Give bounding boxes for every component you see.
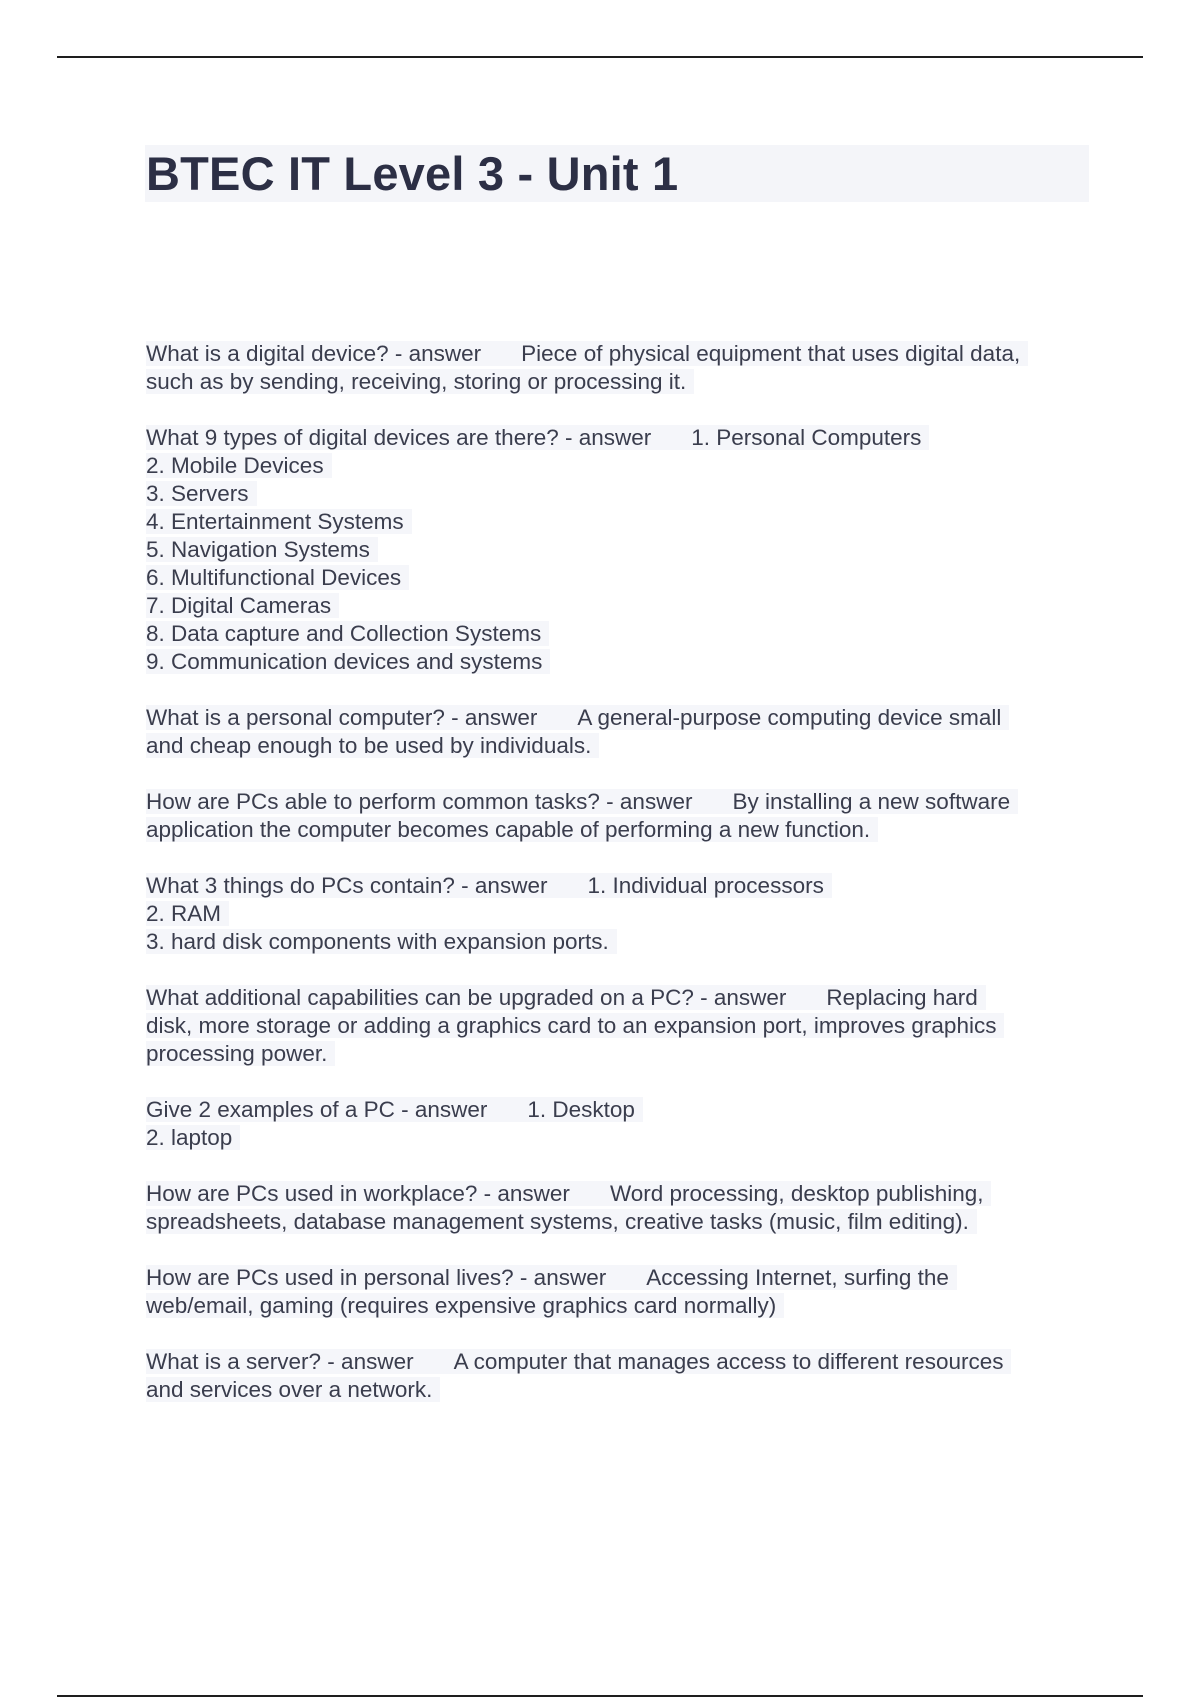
question-text: How are PCs used in workplace? - answer xyxy=(146,1181,570,1206)
answer-text: Word processing, desktop publishing, xyxy=(609,1181,984,1206)
answer-continuation: 8. Data capture and Collection Systems xyxy=(146,621,549,646)
answer-continuation: 2. Mobile Devices xyxy=(146,453,332,478)
qa-item xyxy=(146,872,1096,956)
question-text: How are PCs used in personal lives? - answer xyxy=(146,1265,607,1290)
header-rule xyxy=(57,56,1143,58)
answer-continuation: 3. Servers xyxy=(146,481,257,506)
qa-item xyxy=(146,340,1096,396)
qa-item xyxy=(146,1180,1096,1236)
question-text: What 9 types of digital devices are there? - answer xyxy=(146,425,652,450)
answer-continuation: and cheap enough to be used by individuals. xyxy=(146,733,599,758)
answer-continuation: 2. RAM xyxy=(146,901,229,926)
qa-item xyxy=(146,1264,1096,1320)
page-title: BTEC IT Level 3 - Unit 1 xyxy=(146,147,679,200)
footer-rule xyxy=(57,1695,1143,1697)
answer-continuation: disk, more storage or adding a graphics card to an expansion port, improves graphics xyxy=(146,1013,1004,1038)
question-text: What is a server? - answer xyxy=(146,1349,414,1374)
answer-continuation: 9. Communication devices and systems xyxy=(146,649,550,674)
question-text: Give 2 examples of a PC - answer xyxy=(146,1097,488,1122)
answer-text: 1. Personal Computers xyxy=(691,425,922,450)
question-text: What 3 things do PCs contain? - answer xyxy=(146,873,548,898)
question-text: What additional capabilities can be upgraded on a PC? - answer xyxy=(146,985,787,1010)
qa-item xyxy=(146,1348,1096,1404)
answer-continuation: 4. Entertainment Systems xyxy=(146,509,412,534)
answer-continuation: spreadsheets, database management systems, creative tasks (music, film editing). xyxy=(146,1209,977,1234)
qa-item xyxy=(146,704,1096,760)
answer-text: A general-purpose computing device small xyxy=(577,705,1002,730)
question-text: How are PCs able to perform common tasks? - answer xyxy=(146,789,693,814)
answer-text: Accessing Internet, surfing the xyxy=(646,1265,949,1290)
qa-item xyxy=(146,984,1096,1068)
question-text: What is a personal computer? - answer xyxy=(146,705,538,730)
answer-continuation: 5. Navigation Systems xyxy=(146,537,378,562)
qa-item xyxy=(146,788,1096,844)
answer-text: Piece of physical equipment that uses digital data, xyxy=(521,341,1021,366)
answer-text: 1. Individual processors xyxy=(587,873,824,898)
answer-continuation: web/email, gaming (requires expensive graphics card normally) xyxy=(146,1293,784,1318)
answer-continuation: 6. Multifunctional Devices xyxy=(146,565,409,590)
qa-item xyxy=(146,424,1096,676)
answer-text: A computer that manages access to different resources xyxy=(453,1349,1004,1374)
answer-text: 1. Desktop xyxy=(527,1097,635,1122)
answer-continuation: application the computer becomes capable of performing a new function. xyxy=(146,817,878,842)
answer-continuation: 7. Digital Cameras xyxy=(146,593,339,618)
answer-continuation: and services over a network. xyxy=(146,1377,440,1402)
qa-item xyxy=(146,1096,1096,1152)
question-text: What is a digital device? - answer xyxy=(146,341,482,366)
answer-text: Replacing hard xyxy=(826,985,978,1010)
answer-continuation: 3. hard disk components with expansion ports. xyxy=(146,929,617,954)
qa-list xyxy=(146,340,1096,1432)
answer-continuation: 2. laptop xyxy=(146,1125,240,1150)
answer-continuation: processing power. xyxy=(146,1041,335,1066)
answer-text: By installing a new software xyxy=(732,789,1011,814)
answer-continuation: such as by sending, receiving, storing or processing it. xyxy=(146,369,694,394)
